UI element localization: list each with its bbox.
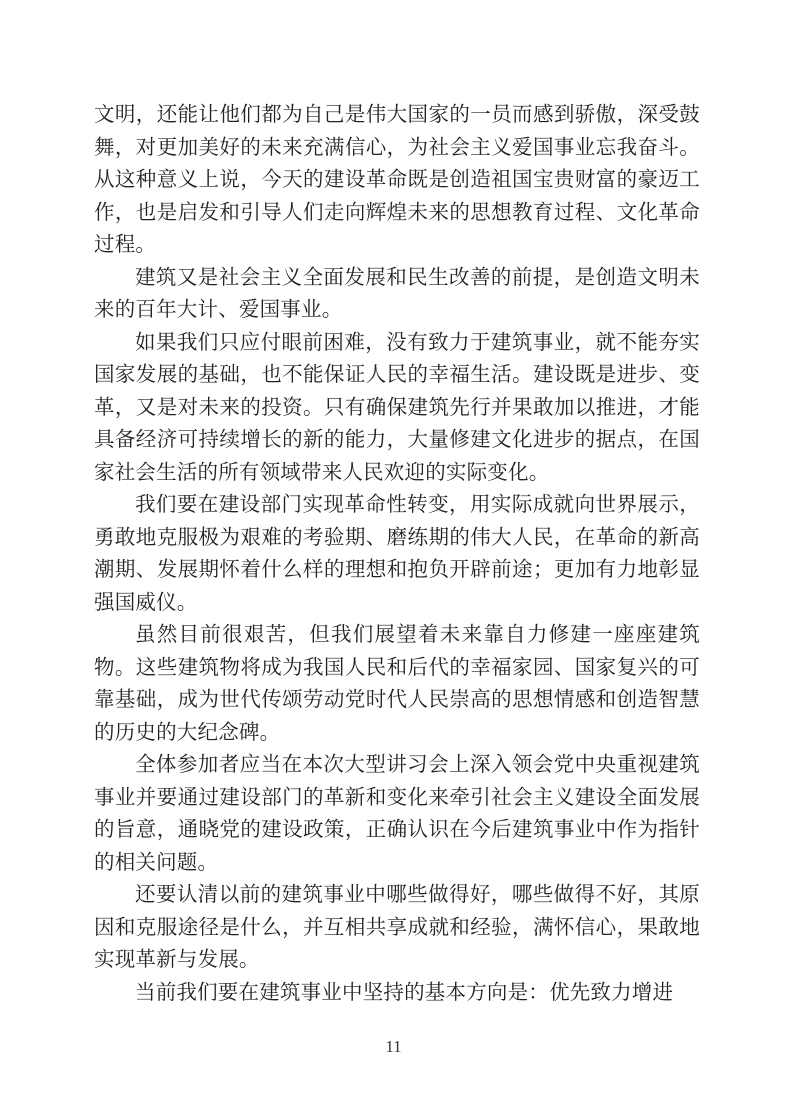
paragraph-7: 还要认清以前的建筑事业中哪些做得好，哪些做得不好，其原因和克服途径是什么，并互相共享成就和经验，满怀信心，果敢地实现革新与发展。 <box>94 882 700 971</box>
paragraph-5: 虽然目前很艰苦，但我们展望着未来靠自力修建一座座建筑物。这些建筑物将成为我国人民和后代的幸福家园、国家复兴的可靠基础，成为世代传颂劳动党时代人民崇高的思想情感和创造智慧的历史的大纪念碑。 <box>94 622 700 744</box>
paragraph-6: 全体参加者应当在本次大型讲习会上深入领会党中央重视建筑事业并要通过建设部门的革新和变化来牵引社会主义建设全面发展的旨意，通晓党的建设政策，正确认识在今后建筑事业中作为指针的相关问题。 <box>94 752 700 874</box>
paragraph-1: 文明，还能让他们都为自己是伟大国家的一员而感到骄傲，深受鼓舞，对更加美好的未来充满信心，为社会主义爱国事业忘我奋斗。从这种意义上说，今天的建设革命既是创造祖国宝贵财富的豪迈工作，也是启发和引导人们走向辉煌未来的思想教育过程、文化革命过程。 <box>94 102 700 256</box>
paragraph-4: 我们要在建设部门实现革命性转变，用实际成就向世界展示，勇敢地克服极为艰难的考验期、磨练期的伟大人民，在革命的新高潮期、发展期怀着什么样的理想和抱负开辟前途；更加有力地彰显强国威仪。 <box>94 492 700 614</box>
paragraph-3: 如果我们只应付眼前困难，没有致力于建筑事业，就不能夯实国家发展的基础，也不能保证人民的幸福生活。建设既是进步、变革，又是对未来的投资。只有确保建筑先行并果敢加以推进，才能具备经济可持续增长的新的能力，大量修建文化进步的据点，在国家社会生活的所有领域带来人民欢迎的实际变化。 <box>94 329 700 484</box>
paragraph-8: 当前我们要在建筑事业中坚持的基本方向是：优先致力增进 <box>135 979 674 1004</box>
paragraph-2: 建筑又是社会主义全面发展和民生改善的前提，是创造文明未来的百年大计、爱国事业。 <box>94 264 700 321</box>
page-number: 11 <box>385 1037 402 1056</box>
body-text <box>94 98 700 1008</box>
